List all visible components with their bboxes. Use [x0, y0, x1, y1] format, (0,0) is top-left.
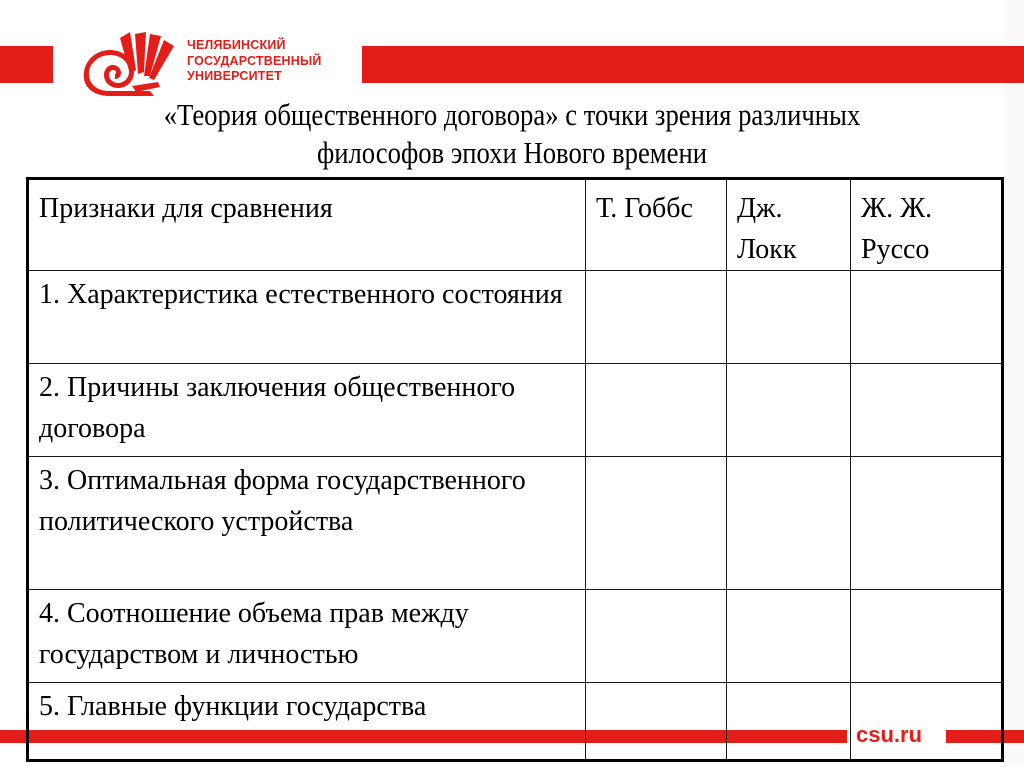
hobbes-cell[interactable] — [586, 364, 727, 457]
header-bar-right — [362, 46, 1024, 83]
university-name-line-2: ГОСУДАРСТВЕННЫЙ — [187, 53, 322, 68]
table-header-row — [28, 179, 1003, 271]
rousseau-cell[interactable] — [851, 364, 1003, 457]
comparison-table — [26, 177, 1004, 762]
criterion-cell: 1. Характеристика естественного состояния — [28, 271, 586, 364]
header-bar-left — [0, 46, 53, 83]
background-strip — [1005, 0, 1024, 767]
criterion-cell: 4. Соотношение объема прав между государством и личностью — [28, 590, 586, 683]
rousseau-cell[interactable] — [851, 271, 1003, 364]
university-name-line-3: УНИВЕРСИТЕТ — [187, 69, 282, 83]
hobbes-cell[interactable] — [586, 271, 727, 364]
university-name-line-1: ЧЕЛЯБИНСКИЙ — [187, 38, 286, 52]
shell-spiral-logo-icon — [80, 30, 178, 100]
slide-title — [106, 96, 918, 172]
header-locke: Дж. Локк — [727, 179, 851, 271]
criterion-cell: 3. Оптимальная форма государственного политического устройства — [28, 457, 586, 590]
table-row — [28, 457, 1003, 590]
locke-cell[interactable] — [727, 457, 851, 590]
table-row — [28, 271, 1003, 364]
criterion-cell: 5. Главные функции государства — [28, 683, 586, 761]
hobbes-cell[interactable] — [586, 590, 727, 683]
header-hobbes: Т. Гоббс — [586, 179, 727, 271]
table-row — [28, 364, 1003, 457]
locke-cell[interactable] — [727, 683, 851, 761]
header-rousseau: Ж. Ж. Руссо — [851, 179, 1003, 271]
rousseau-cell[interactable] — [851, 457, 1003, 590]
rousseau-cell[interactable] — [851, 590, 1003, 683]
hobbes-cell[interactable] — [586, 457, 727, 590]
table-row — [28, 590, 1003, 683]
criterion-cell: 2. Причины заключения общественного договора — [28, 364, 586, 457]
university-name — [187, 38, 322, 85]
locke-cell[interactable] — [727, 271, 851, 364]
locke-cell[interactable] — [727, 590, 851, 683]
hobbes-cell[interactable] — [586, 683, 727, 761]
locke-cell[interactable] — [727, 364, 851, 457]
slide-title-line-1: «Теория общественного договора» с точки зрения различных — [163, 97, 861, 132]
site-link[interactable]: csu.ru — [856, 722, 923, 747]
header-criteria: Признаки для сравнения — [28, 179, 586, 271]
slide-title-line-2: философов эпохи Нового времени — [316, 135, 708, 170]
